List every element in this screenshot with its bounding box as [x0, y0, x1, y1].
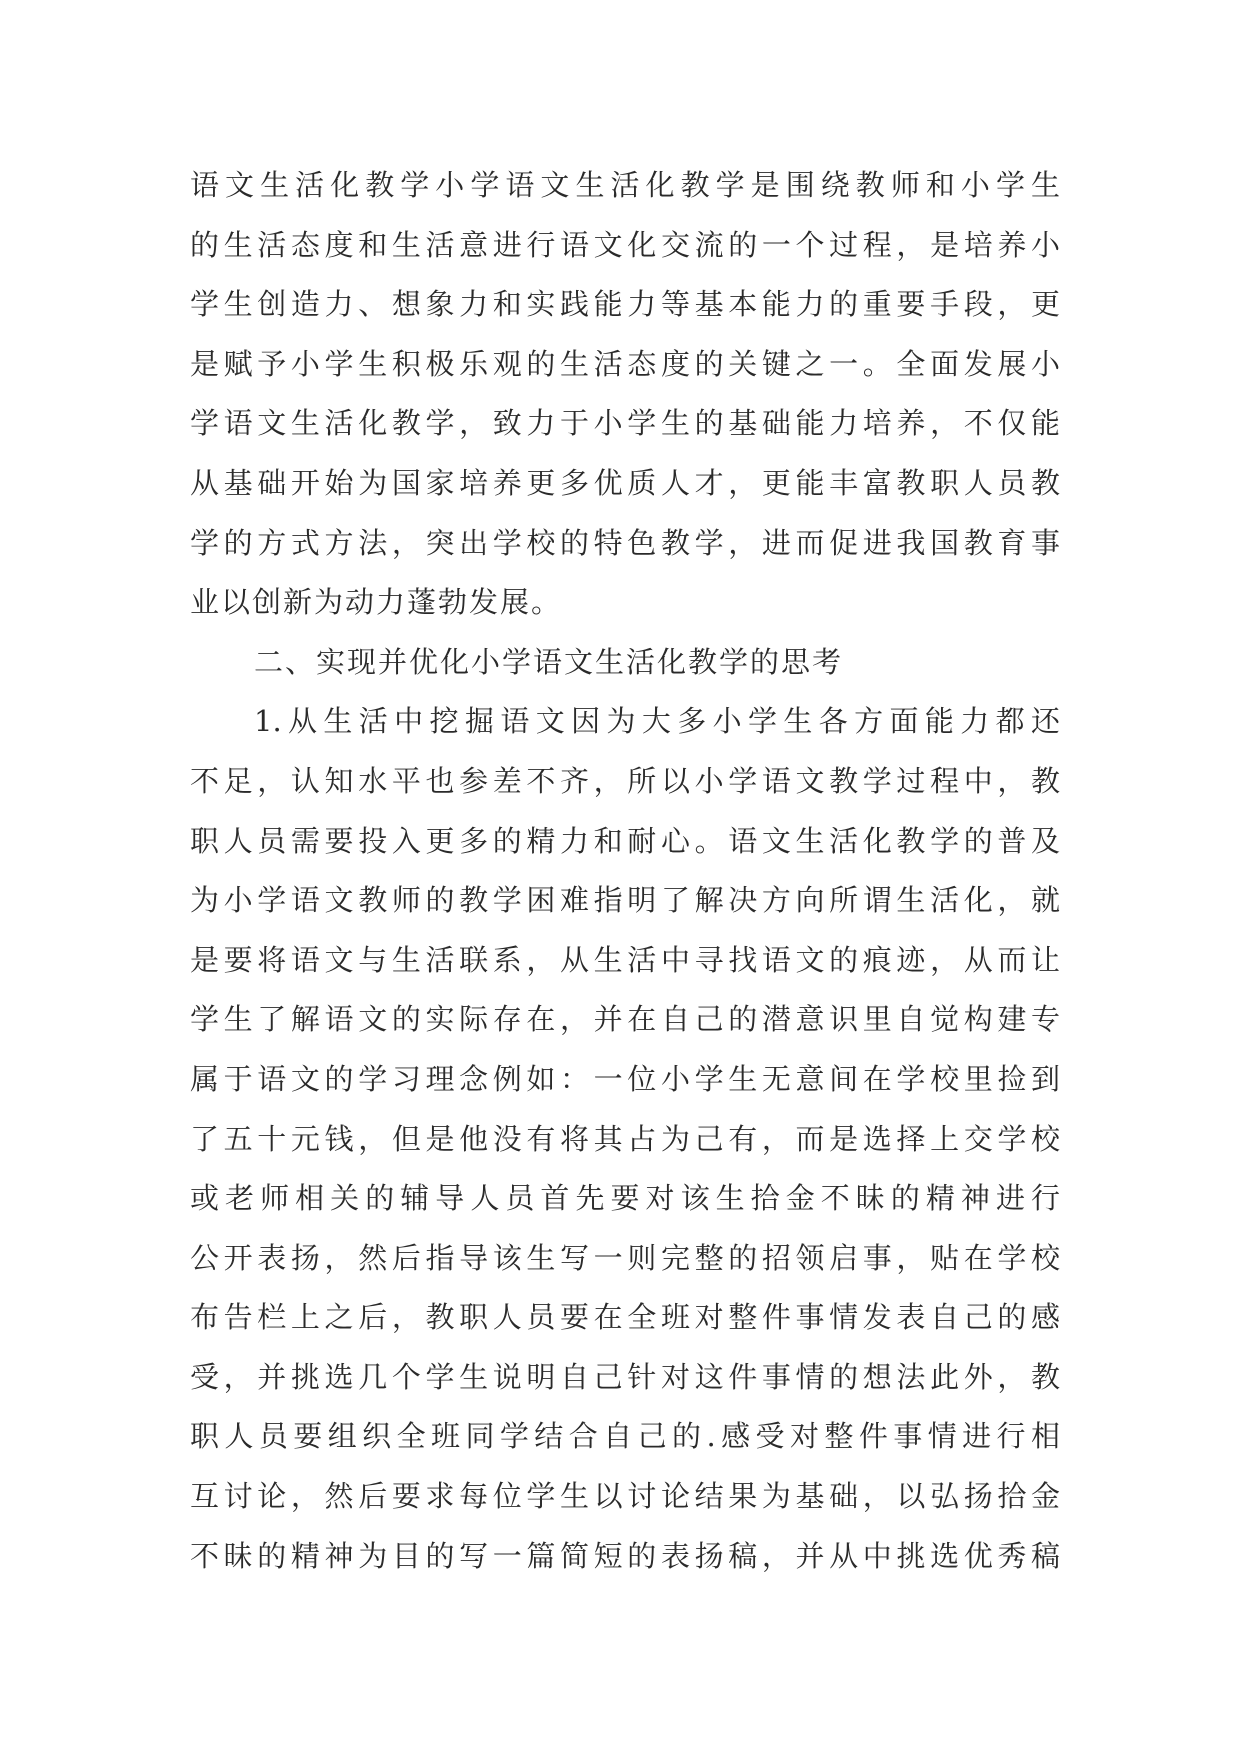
text-line-20: 布告栏上之后，教职人员要在全班对整件事情发表自己的感 — [190, 1300, 1060, 1335]
text-line-14: 是要将语文与生活联系，从生活中寻找语文的痕迹，从而让 — [190, 942, 1060, 977]
text-line-23: 互讨论，然后要求每位学生以讨论结果为基础，以弘扬拾金 — [190, 1479, 1060, 1514]
text-line-12: 职人员需要投入更多的精力和耐心。语文生活化教学的普及 — [190, 823, 1060, 858]
text-line-21: 受，并挑选几个学生说明自己针对这件事情的想法此外，教 — [190, 1359, 1060, 1394]
text-line-4: 是赋予小学生积极乐观的生活态度的关键之一。全面发展小 — [190, 346, 1060, 381]
text-line-10: 1.从生活中挖掘语文因为大多小学生各方面能力都还 — [254, 704, 1060, 739]
text-line-2: 的生活态度和生活意进行语文化交流的一个过程，是培养小 — [190, 227, 1060, 262]
text-line-17: 了五十元钱，但是他没有将其占为己有，而是选择上交学校 — [190, 1121, 1060, 1156]
text-line-24: 不昧的精神为目的写一篇简短的表扬稿，并从中挑选优秀稿 — [190, 1538, 1060, 1573]
text-line-5: 学语文生活化教学，致力于小学生的基础能力培养，不仅能 — [190, 406, 1060, 441]
text-line-16: 属于语文的学习理念例如：一位小学生无意间在学校里捡到 — [190, 1061, 1060, 1096]
text-line-8: 业以创新为动力蓬勃发展。 — [190, 585, 563, 620]
section-heading: 二、实现并优化小学语文生活化教学的思考 — [254, 644, 844, 679]
text-line-6: 从基础开始为国家培养更多优质人才，更能丰富教职人员教 — [190, 465, 1060, 500]
text-line-7: 学的方式方法，突出学校的特色教学，进而促进我国教育事 — [190, 525, 1060, 560]
text-line-22: 职人员要组织全班同学结合自己的.感受对整件事情进行相 — [190, 1419, 1060, 1454]
text-line-11: 不足，认知水平也参差不齐，所以小学语文教学过程中，教 — [190, 763, 1060, 798]
text-line-19: 公开表扬，然后指导该生写一则完整的招领启事，贴在学校 — [190, 1240, 1060, 1275]
text-line-13: 为小学语文教师的教学困难指明了解决方向所谓生活化，就 — [190, 883, 1060, 918]
text-line-15: 学生了解语文的实际存在，并在自己的潜意识里自觉构建专 — [190, 1002, 1060, 1037]
text-line-3: 学生创造力、想象力和实践能力等基本能力的重要手段，更 — [190, 287, 1060, 322]
text-line-18: 或老师相关的辅导人员首先要对该生拾金不昧的精神进行 — [190, 1181, 1060, 1216]
text-line-1: 语文生活化教学小学语文生活化教学是围绕教师和小学生 — [190, 168, 1060, 202]
body-text — [190, 156, 1060, 1586]
